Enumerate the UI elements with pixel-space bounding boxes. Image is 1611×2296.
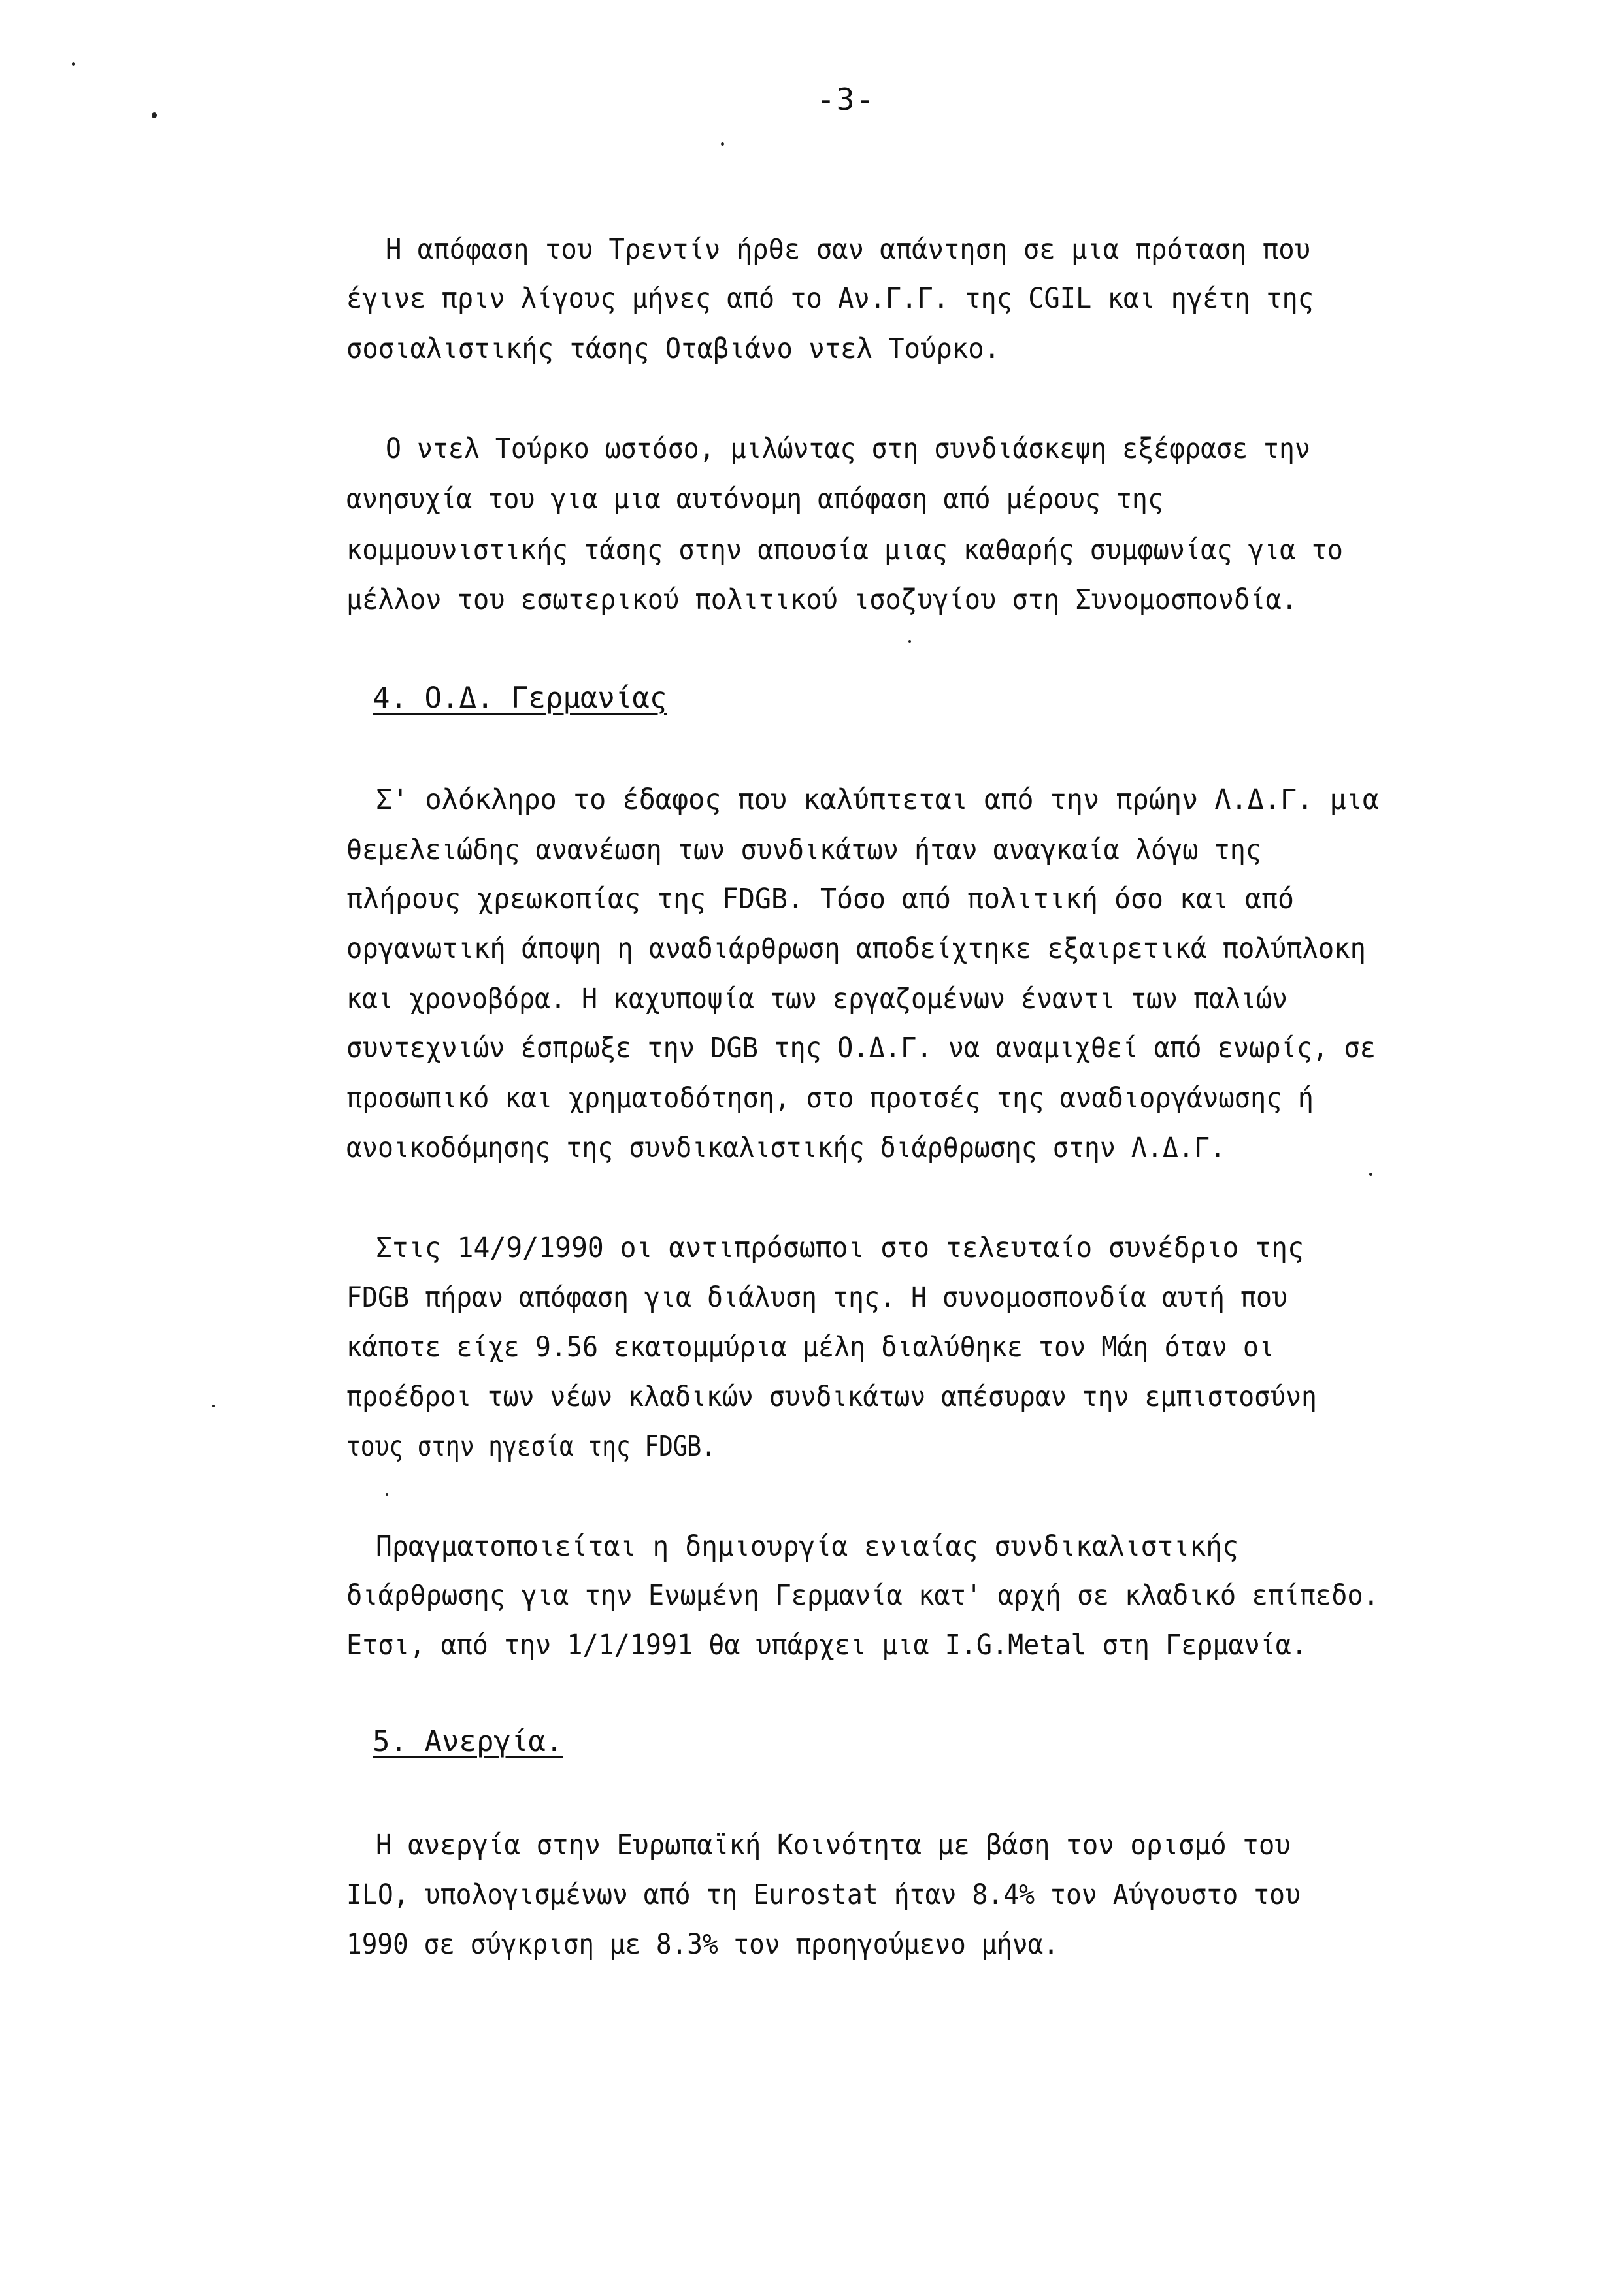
text-line: συντεχνιών έσπρωξε την DGB της Ο.Δ.Γ. να αναμιχθεί από ενωρίς, σε xyxy=(346,1032,1376,1064)
text-line: θεμελειώδης ανανέωση των συνδικάτων ήταν αναγκαία λόγω της xyxy=(346,834,1261,866)
text-line: τους στην ηγεσία της FDGB. xyxy=(346,1430,716,1463)
text-line: προσωπικό και χρηματοδότηση, στο προτσές της αναδιοργάνωσης ή xyxy=(346,1082,1314,1115)
text-line: Η απόφαση του Τρεντίν ήρθε σαν απάντηση σε μια πρόταση που xyxy=(386,233,1310,266)
text-line: Η ανεργία στην Ευρωπαϊκή Κοινότητα με βάση τον ορισμό του xyxy=(376,1829,1291,1861)
text-line: σοσιαλιστικής τάσης Οταβιάνο ντελ Τούρκο. xyxy=(346,333,1000,365)
text-line: διάρθρωσης για την Ενωμένη Γερμανία κατ' αρχή σε κλαδικό επίπεδο. xyxy=(346,1579,1379,1612)
text-line: έγινε πριν λίγους μήνες από το Αν.Γ.Γ. της CGIL και ηγέτη της xyxy=(346,282,1314,315)
text-line: Ο ντελ Τούρκο ωστόσο, μιλώντας στη συνδιάσκεψη εξέφρασε την xyxy=(386,433,1310,465)
text-line: Σ' ολόκληρο το έδαφος που καλύπτεται από την πρώην Λ.Δ.Γ. μια xyxy=(376,783,1379,816)
scan-speck xyxy=(72,62,75,66)
text-line: μέλλον του εσωτερικού πολιτικού ισοζυγίου στη Συνομοσπονδία. xyxy=(346,583,1297,616)
text-line: οργανωτική άποψη η αναδιάρθρωση αποδείχτηκε εξαιρετικά πολύπλοκη xyxy=(346,932,1366,965)
section-heading-germany: 4. Ο.Δ. Γερμανίας xyxy=(373,681,667,715)
text-line: ανοικοδόμησης της συνδικαλιστικής διάρθρωσης στην Λ.Δ.Γ. xyxy=(346,1132,1225,1164)
text-line: ανησυχία του για μια αυτόνομη απόφαση από μέρους της xyxy=(346,483,1163,516)
text-line: Ετσι, από την 1/1/1991 θα υπάρχει μια I.G.Metal στη Γερμανία. xyxy=(346,1629,1307,1662)
text-line: και χρονοβόρα. Η καχυποψία των εργαζομένων έναντι των παλιών xyxy=(346,983,1287,1015)
scan-speck xyxy=(386,1493,388,1496)
scan-speck xyxy=(1369,1173,1372,1176)
text-line: κάποτε είχε 9.56 εκατομμύρια μέλη διαλύθηκε τον Μάη όταν οι xyxy=(346,1331,1274,1364)
text-line: κομμουνιστικής τάσης στην απουσία μιας καθαρής συμφωνίας για το xyxy=(346,534,1343,566)
scan-speck xyxy=(721,142,724,146)
scan-speck xyxy=(908,640,911,643)
page-number: -3- xyxy=(817,82,876,117)
text-line: Πραγματοποιείται η δημιουργία ενιαίας συνδικαλιστικής xyxy=(376,1530,1238,1563)
text-line: FDGB πήραν απόφαση για διάλυση της. Η συνομοσπονδία αυτή που xyxy=(346,1281,1287,1314)
scan-speck xyxy=(152,112,157,118)
text-line: ILO, υπολογισμένων από τη Eurostat ήταν 8.4% τον Αύγουστο του xyxy=(346,1878,1301,1911)
text-line: 1990 σε σύγκριση με 8.3% τον προηγούμενο μήνα. xyxy=(346,1928,1059,1961)
section-heading-unemployment: 5. Ανεργία. xyxy=(373,1725,563,1758)
text-line: προέδροι των νέων κλαδικών συνδικάτων απέσυραν την εμπιστοσύνη xyxy=(346,1381,1317,1413)
text-line: πλήρους χρεωκοπίας της FDGB. Τόσο από πολιτική όσο και από xyxy=(346,883,1294,915)
scan-speck xyxy=(212,1405,215,1407)
text-line: Στις 14/9/1990 οι αντιπρόσωποι στο τελευταίο συνέδριο της xyxy=(376,1232,1304,1264)
